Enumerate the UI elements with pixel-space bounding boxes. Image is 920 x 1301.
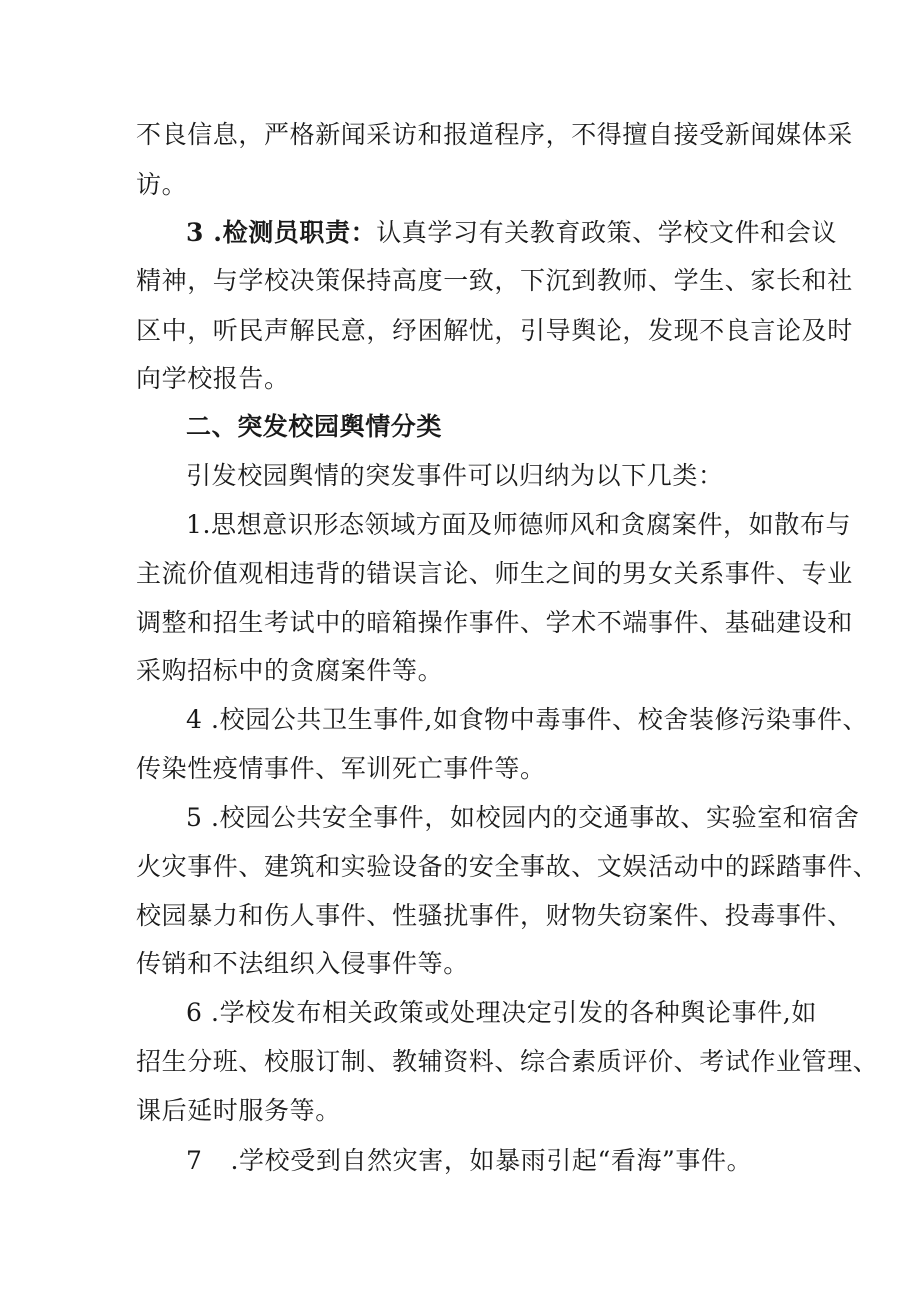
item5-line-2: 火灾事件、建筑和实验设备的安全事故、文娱活动中的踩踏事件、 [136,852,879,881]
intro-line: 引发校园舆情的突发事件可以归纳为以下几类： [186,461,724,490]
media-para-line-2: 访。 [136,170,188,199]
item1-line-4: 采购招标中的贪腐案件等。 [136,656,444,685]
item1-line-3: 调整和招生考试中的暗箱操作事件、学术不端事件、基础建设和 [136,608,853,637]
monitor-para-line-4: 向学校报告。 [136,364,290,393]
item4-line-2: 传染性疫情事件、军训死亡事件等。 [136,754,546,783]
item5-line-1: 5 .校园公共安全事件，如校园内的交通事故、实验室和宿舍 [186,803,860,832]
monitor-duty-text: 认真学习有关教育政策、学校文件和会议 [376,218,838,247]
monitor-para-line-3: 区中，听民声解民意，纾困解忧，引导舆论，发现不良言论及时 [136,316,853,345]
item7-text: .学校受到自然灾害，如暴雨引起“看海”事件。 [230,1146,753,1175]
item6-line-2: 招生分班、校服订制、教辅资料、综合素质评价、考试作业管理、 [136,1047,879,1076]
monitor-duty-label: 3 .检测员职责： [186,218,377,247]
section-heading: 二、突发校园舆情分类 [186,412,443,441]
item7-line [186,1146,752,1176]
item1-line-1: 1.思想意识形态领域方面及师德师风和贪腐案件，如散布与 [186,510,852,539]
item5-line-4: 传销和不法组织入侵事件等。 [136,949,469,978]
monitor-para-line-2: 精神，与学校决策保持高度一致，下沉到教师、学生、家长和社 [136,266,853,295]
media-para-line-1: 不良信息，严格新闻采访和报道程序，不得擅自接受新闻媒体采 [136,120,853,149]
monitor-para-line-1 [186,218,837,248]
item5-line-3: 校园暴力和伤人事件、性骚扰事件，财物失窃案件、投毒事件、 [136,901,853,930]
item1-line-2: 主流价值观相违背的错误言论、师生之间的男女关系事件、专业 [136,559,853,588]
item7-number: 7 [186,1146,203,1175]
item4-line-1: 4 .校园公共卫生事件,如食物中毒事件、校舍装修污染事件、 [186,705,869,734]
item6-line-1: 6 .学校发布相关政策或处理决定引发的各种舆论事件,如 [186,998,817,1027]
item6-line-3: 课后延时服务等。 [136,1096,341,1125]
